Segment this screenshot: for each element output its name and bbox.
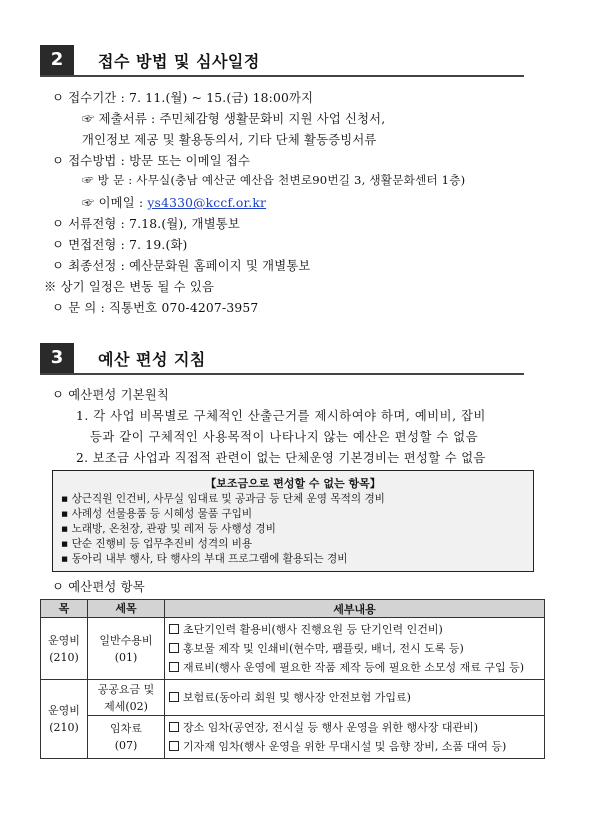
final-selection: ㅇ 최종선정 : 예산문화원 홈페이지 및 개별통보 (52, 259, 311, 273)
details-cell (165, 716, 545, 759)
checkbox[interactable] (169, 624, 179, 634)
required-docs-line-1: ☞ 제출서류 : 주민체감형 생활문화비 지원 사업 신청서, (82, 112, 386, 126)
principle-1-line-1: 1. 각 사업 비목별로 구체적인 산출근거를 제시하여야 하며, 예비비, 잡비 (76, 409, 486, 423)
detail-item: 기자재 임차(행사 운영을 위한 무대시설 및 음향 장비, 소품 대여 등) (169, 737, 540, 756)
mok-cell: 운영비 (210) (41, 680, 88, 759)
required-docs-line-2: 개인정보 제공 및 활용동의서, 기타 단체 활동증빙서류 (82, 133, 377, 147)
box-title: 【보조금으로 편성할 수 없는 항목】 (205, 477, 381, 490)
non-fundable-items-box (52, 470, 534, 572)
semok-cell: 임차료 (07) (88, 716, 165, 759)
contact-info: ㅇ 문 의 : 직통번호 070-4207-3957 (52, 301, 259, 315)
table-header-row (41, 600, 545, 618)
checkbox[interactable] (169, 643, 179, 653)
list-item: ▪ 상근직원 인건비, 사무실 임대료 및 공과금 등 단체 운영 목적의 경비 (61, 493, 385, 505)
detail-item: 초단기인력 활용비(행사 진행요원 등 단기인력 인건비) (169, 620, 540, 639)
header-mok: 목 (41, 600, 88, 618)
section-number: 3 (40, 343, 74, 373)
table-row (41, 716, 545, 759)
semok-cell: 공공요금 및 제세(02) (88, 680, 165, 716)
list-item: ▪ 노래방, 온천장, 관광 및 레저 등 사행성 경비 (61, 523, 276, 535)
checkbox[interactable] (169, 662, 179, 672)
header-semok: 세목 (88, 600, 165, 618)
semok-cell: 일반수용비 (01) (88, 618, 165, 680)
email-line (82, 193, 266, 211)
list-item: ▪ 사례성 선물용품 등 시혜성 물품 구입비 (61, 508, 253, 520)
visit-address: ☞ 방 문 : 사무실(충남 예산군 예산읍 천변로90번길 3, 생활문화센터 1층) (82, 173, 466, 187)
section-title: 예산 편성 지침 (98, 350, 206, 369)
budget-items-title: ㅇ 예산편성 항목 (52, 580, 145, 594)
interview-screening: ㅇ 면접전형 : 7. 19.(화) (52, 238, 188, 252)
list-item: ▪ 단순 진행비 등 업무추진비 성격의 비용 (61, 538, 253, 550)
table-row (41, 680, 545, 716)
details-cell (165, 680, 545, 716)
checkbox[interactable] (169, 692, 179, 702)
checkbox[interactable] (169, 722, 179, 732)
budget-principle-title: ㅇ 예산편성 기본원칙 (52, 388, 169, 402)
principle-2: 2. 보조금 사업과 직접적 관련이 없는 단체운영 기본경비는 편성할 수 없음 (76, 451, 486, 465)
submission-method: ㅇ 접수방법 : 방문 또는 이메일 접수 (52, 154, 251, 168)
section-number: 2 (40, 45, 74, 75)
email-link[interactable]: ys4330@kccf.or.kr (147, 196, 267, 210)
table-row (41, 618, 545, 680)
details-cell (165, 618, 545, 680)
section-divider (40, 75, 524, 77)
checkbox[interactable] (169, 741, 179, 751)
section-divider (40, 373, 524, 375)
section-3-header (40, 343, 524, 375)
budget-items-table (40, 599, 545, 759)
email-label: ☞ 이메일 : (82, 196, 148, 210)
detail-item: 재료비(행사 운영에 필요한 작품 제작 등에 필요한 소모성 재료 구입 등) (169, 658, 540, 677)
document-screening: ㅇ 서류전형 : 7.18.(월), 개별통보 (52, 217, 240, 231)
section-2-header (40, 45, 524, 77)
section-title: 접수 방법 및 심사일정 (98, 52, 260, 71)
submission-period: ㅇ 접수기간 : 7. 11.(월) ~ 15.(금) 18:00까지 (52, 91, 314, 105)
schedule-note: ※ 상기 일정은 변동 될 수 있음 (44, 280, 215, 294)
list-item: ▪ 동아리 내부 행사, 타 행사의 부대 프로그램에 활용되는 경비 (61, 553, 348, 565)
principle-1-line-2: 등과 같이 구체적인 사용목적이 나타나지 않는 예산은 편성할 수 없음 (90, 430, 479, 444)
header-details: 세부내용 (165, 600, 545, 618)
detail-item: 보험료(동아리 회원 및 행사장 안전보험 가입료) (169, 688, 540, 707)
detail-item: 홍보물 제작 및 인쇄비(현수막, 팸플릿, 배너, 전시 도록 등) (169, 639, 540, 658)
detail-item: 장소 임차(공연장, 전시실 등 행사 운영을 위한 행사장 대관비) (169, 718, 540, 737)
mok-cell: 운영비 (210) (41, 618, 88, 680)
